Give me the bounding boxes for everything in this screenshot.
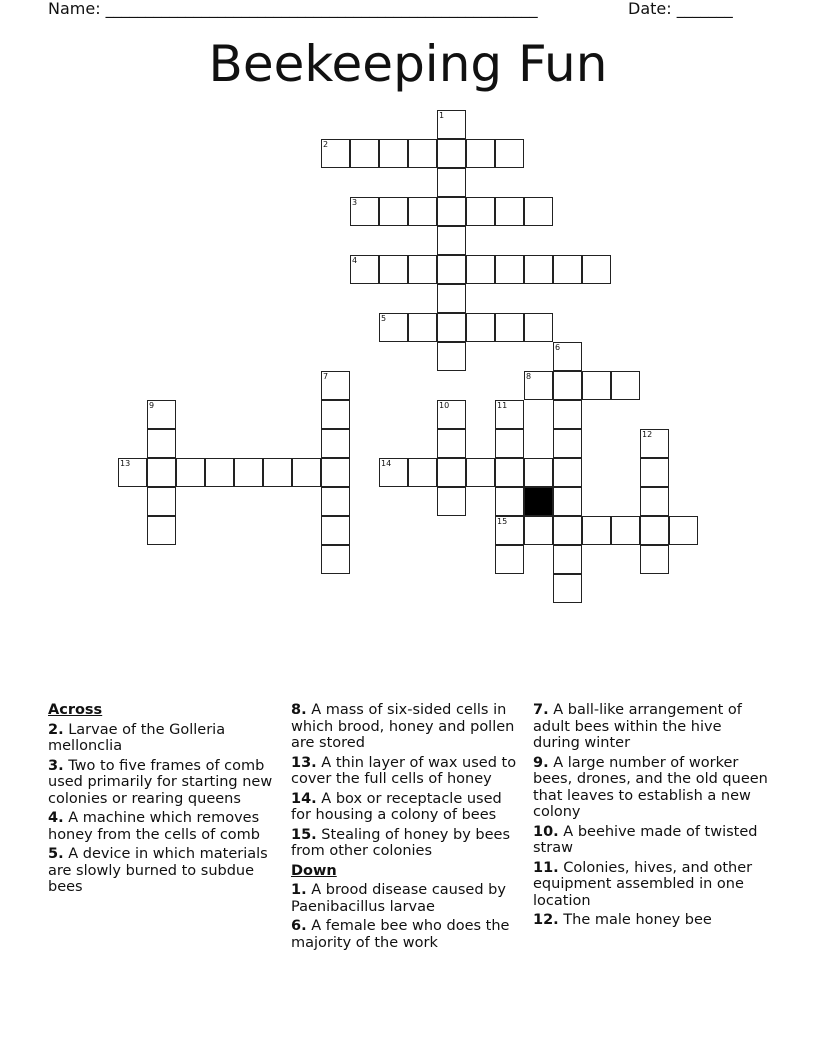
grid-cell[interactable] (495, 139, 524, 168)
clue-across-13: 13. A thin layer of wax used to cover the full cells of honey (291, 754, 517, 787)
across-heading: Across (48, 702, 103, 718)
clue-number-2: 2 (323, 140, 329, 149)
grid-cell[interactable] (437, 139, 466, 168)
grid-cell[interactable] (147, 487, 176, 516)
clue-number-6: 6 (555, 343, 561, 352)
clue-column-2 (291, 702, 523, 954)
grid-cell[interactable] (611, 371, 640, 400)
grid-cell[interactable] (640, 458, 669, 487)
grid-cell[interactable] (495, 545, 524, 574)
grid-cell[interactable] (321, 400, 350, 429)
grid-cell[interactable] (234, 458, 263, 487)
grid-cell[interactable] (437, 458, 466, 487)
grid-cell[interactable] (495, 458, 524, 487)
clue-column-1 (48, 702, 280, 899)
grid-cell[interactable] (466, 139, 495, 168)
grid-cell[interactable] (640, 516, 669, 545)
grid-cell[interactable] (437, 284, 466, 313)
grid-cell[interactable] (205, 458, 234, 487)
grid-cell[interactable] (437, 197, 466, 226)
clue-down-6: 6. A female bee who does the majority of the work (291, 918, 510, 951)
down-heading: Down (291, 862, 337, 879)
clue-number-5: 5 (381, 314, 387, 323)
grid-cell[interactable] (437, 342, 466, 371)
clue-number-12: 12 (642, 430, 653, 439)
grid-cell[interactable] (582, 255, 611, 284)
clue-down-11: 11. Colonies, hives, and other equipment assembled in one location (533, 859, 753, 909)
grid-cell[interactable] (321, 429, 350, 458)
name-field-label[interactable]: Name: ______________________________________________________ (48, 0, 538, 18)
date-field-label[interactable]: Date: _______ (628, 0, 733, 18)
grid-cell[interactable] (321, 516, 350, 545)
grid-cell[interactable] (408, 458, 437, 487)
grid-cell[interactable] (553, 371, 582, 400)
grid-cell[interactable] (466, 255, 495, 284)
grid-cell[interactable] (466, 197, 495, 226)
grid-cell[interactable] (147, 429, 176, 458)
clue-across-8: 8. A mass of six-sided cells in which brood, honey and pollen are stored (291, 702, 515, 751)
grid-cell[interactable] (495, 255, 524, 284)
grid-cell[interactable] (437, 168, 466, 197)
grid-cell[interactable] (669, 516, 698, 545)
grid-cell[interactable] (553, 429, 582, 458)
grid-cell[interactable] (582, 371, 611, 400)
grid-cell[interactable] (640, 487, 669, 516)
clue-number-8: 8 (526, 372, 532, 381)
clue-across-5: 5. A device in which materials are slowly burned to subdue bees (48, 846, 268, 895)
clue-number-13: 13 (120, 459, 131, 468)
grid-cell[interactable] (524, 516, 553, 545)
grid-cell[interactable] (640, 545, 669, 574)
clue-number-7: 7 (323, 372, 329, 381)
grid-cell[interactable] (495, 197, 524, 226)
clue-number-1: 1 (439, 111, 445, 120)
grid-cell[interactable] (408, 255, 437, 284)
grid-cell[interactable] (379, 139, 408, 168)
grid-cell[interactable] (553, 255, 582, 284)
grid-cell[interactable] (524, 197, 553, 226)
grid-cell[interactable] (350, 139, 379, 168)
clue-across-3: 3. Two to five frames of comb used primarily for starting new colonies or rearing queens (48, 757, 273, 807)
clue-number-11: 11 (497, 401, 508, 410)
grid-cell[interactable] (553, 487, 582, 516)
grid-cell[interactable] (321, 487, 350, 516)
grid-cell[interactable] (524, 313, 553, 342)
clue-down-1: 1. A brood disease caused by Paenibacillus larvae (291, 882, 506, 915)
clue-column-3 (533, 702, 768, 932)
grid-cell[interactable] (553, 574, 582, 603)
grid-cell[interactable] (495, 487, 524, 516)
clue-number-15: 15 (497, 517, 508, 526)
grid-cell[interactable] (582, 516, 611, 545)
grid-cell[interactable] (524, 255, 553, 284)
clue-across-4: 4. A machine which removes honey from the cells of comb (48, 810, 260, 843)
grid-cell[interactable] (321, 545, 350, 574)
grid-cell[interactable] (466, 458, 495, 487)
grid-cell[interactable] (147, 516, 176, 545)
grid-cell[interactable] (408, 139, 437, 168)
grid-cell[interactable] (263, 458, 292, 487)
grid-cell[interactable] (524, 458, 553, 487)
grid-cell[interactable] (466, 313, 495, 342)
grid-cell[interactable] (408, 313, 437, 342)
grid-cell[interactable] (611, 516, 640, 545)
grid-cell[interactable] (408, 197, 437, 226)
grid-cell[interactable] (379, 197, 408, 226)
grid-cell[interactable] (553, 516, 582, 545)
grid-cell[interactable] (437, 487, 466, 516)
grid-cell[interactable] (379, 255, 408, 284)
clue-number-4: 4 (352, 256, 358, 265)
grid-cell[interactable] (553, 458, 582, 487)
clue-across-15: 15. Stealing of honey by bees from other colonies (291, 826, 510, 859)
grid-cell[interactable] (495, 429, 524, 458)
clue-number-10: 10 (439, 401, 450, 410)
clue-down-12: 12. The male honey bee (533, 912, 712, 928)
grid-cell[interactable] (437, 313, 466, 342)
clue-number-9: 9 (149, 401, 155, 410)
clue-down-10: 10. A beehive made of twisted straw (533, 823, 758, 856)
clue-down-9: 9. A large number of worker bees, drones, and the old queen that leaves to establish a new colony (533, 754, 768, 820)
clue-across-14: 14. A box or receptacle used for housing a colony of bees (291, 790, 502, 823)
grid-cell[interactable] (292, 458, 321, 487)
grid-cell[interactable] (176, 458, 205, 487)
clue-across-2: 2. Larvae of the Golleria mellonclia (48, 721, 226, 754)
clue-down-7: 7. A ball-like arrangement of adult bees within the hive during winter (533, 702, 742, 751)
grid-cell[interactable] (553, 545, 582, 574)
grid-cell[interactable] (321, 458, 350, 487)
grid-cell[interactable] (437, 429, 466, 458)
grid-cell[interactable] (147, 458, 176, 487)
black-cell (524, 487, 553, 516)
clue-number-3: 3 (352, 198, 358, 207)
clue-number-14: 14 (381, 459, 392, 468)
grid-cell[interactable] (437, 255, 466, 284)
grid-cell[interactable] (437, 226, 466, 255)
page-title: Beekeeping Fun (208, 35, 608, 93)
grid-cell[interactable] (553, 400, 582, 429)
grid-cell[interactable] (495, 313, 524, 342)
